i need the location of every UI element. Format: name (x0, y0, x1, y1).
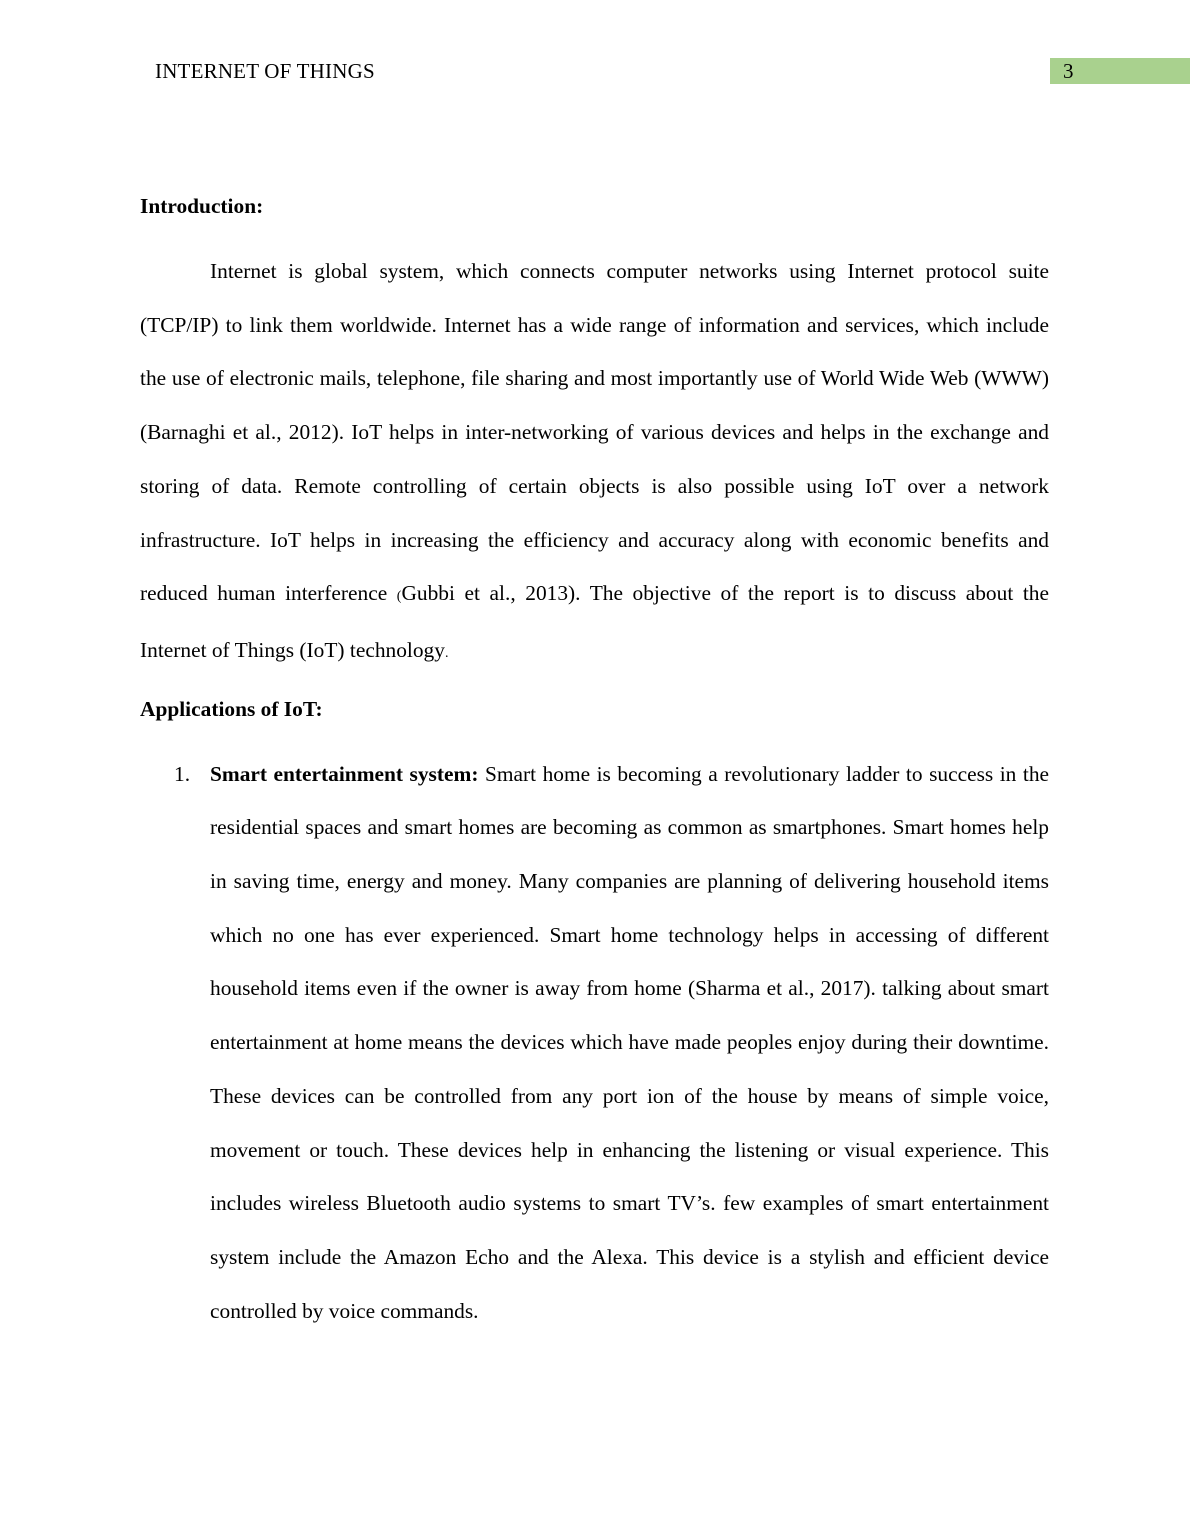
applications-heading: Applications of IoT: (140, 696, 323, 721)
list-item-number: 1. (174, 761, 191, 786)
introduction-paragraph (140, 245, 1049, 681)
introduction-text-part2: Gubbi et al., 2013). The objective of the report is to discuss about the Internet of Things (IoT) technology (140, 581, 1049, 662)
introduction-text-part1: Internet is global system, which connects computer networks using Internet protocol suite (TCP/IP) to link them worldwide. Internet has a wide range of information and services, which include the use of electronic mails, telephone, file sharing and most importantly use of World Wide Web (WWW) (Barnaghi et al., 2012). IoT helps in inter-networking of various devices and helps in the exchange and storing of data. Remote controlling of certain objects is also possible using IoT over a network infrastructure. IoT helps in increasing the efficiency and accuracy along with economic benefits and reduced human interference (140, 259, 1049, 606)
list-item (140, 748, 1049, 1339)
introduction-period: . (444, 645, 449, 661)
page-number: 3 (1063, 59, 1074, 83)
page-number-box (1050, 58, 1190, 84)
list-item-text: Smart home is becoming a revolutionary ladder to success in the residential spaces and smart homes are becoming as common as smartphones. Smart homes help in saving time, energy and money. Many companies are planning of delivering household items which no one has ever experienced. Smart home technology helps in accessing of different household items even if the owner is away from home (Sharma et al., 2017). talking about smart entertainment at home means the devices which have made peoples enjoy during their downtime. These devices can be controlled from any port ion of the house by means of simple voice, movement or touch. These devices help in enhancing the listening or visual experience. This includes wireless Bluetooth audio systems to smart TV’s. few examples of smart entertainment system include the Amazon Echo and the Alexa. This device is a stylish and efficient device controlled by voice commands. (210, 761, 1050, 1323)
running-head: INTERNET OF THINGS (155, 59, 375, 83)
document-body (140, 192, 1049, 1338)
applications-list (140, 748, 1049, 1339)
introduction-heading: Introduction: (140, 194, 264, 218)
list-item-term: Smart entertainment system: (210, 761, 479, 786)
introduction-paren: ( (396, 589, 402, 605)
